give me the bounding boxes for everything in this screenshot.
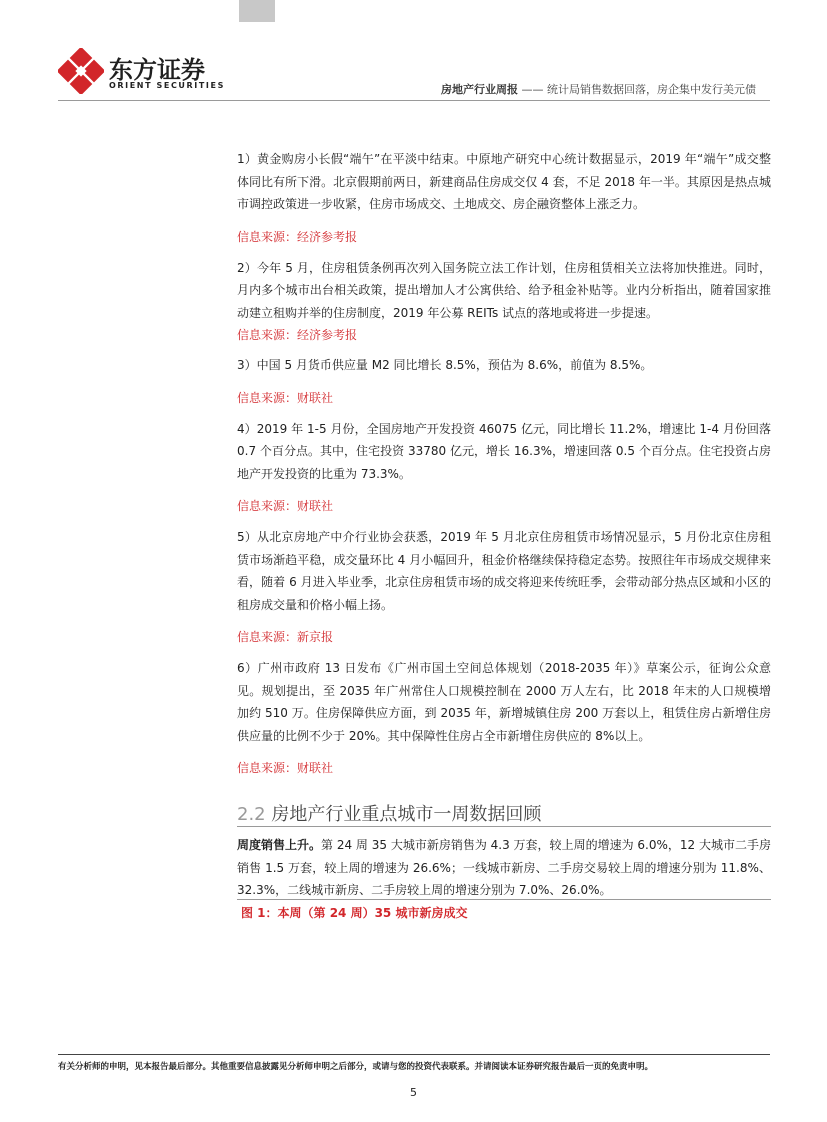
news-item-1: 1）黄金购房小长假“端午”在平淡中结束。中原地产研究中心统计数据显示，2019 年“端午”成交整体同比有所下滑。北京假期前两日，新建商品住房成交仅 4 套，不足 2018 年一半。其原因是热点城市调控政策进一步收紧，住房市场成交、土地成交、房企融资整体上涨乏力。 (237, 152, 771, 211)
news-item-3: 3）中国 5 月货币供应量 M2 同比增长 8.5%，预估为 8.6%，前值为 8.5%。 (237, 358, 653, 372)
brand-name-cn: 东方证券 (109, 56, 205, 84)
news-item-5: 5）从北京房地产中介行业协会获悉，2019 年 5 月北京住房租赁市场情况显示，5 月份北京住房租赁市场渐趋平稳，成交量环比 4 月小幅回升，租金价格继续保持稳定态势。按照往年市场成交规律来看，随着 6 月进入毕业季，北京住房租赁市场的成交将迎来传统旺季，会带动部分热点区域和小区的租房成交量和价格小幅上扬。 (237, 530, 771, 612)
weekly-summary (237, 834, 771, 902)
page-number: 5 (410, 1086, 417, 1099)
header-divider (58, 100, 770, 101)
summary-lead: 周度销售上升。 (237, 838, 322, 852)
logo-mark-icon (58, 48, 104, 94)
figure-title: 图 1：本周（第 24 周）35 城市新房成交 (241, 906, 468, 920)
header-tab-marker (239, 0, 275, 22)
report-type: 房地产行业周报 (441, 83, 518, 96)
news-source-2: 信息来源：经济参考报 (237, 328, 358, 342)
section-title (237, 800, 541, 826)
news-item-4: 4）2019 年 1-5 月份，全国房地产开发投资 46075 亿元，同比增长 11.2%，增速比 1-4 月份回落 0.7 个百分点。其中，住宅投资 33780 亿元，增长 16.3%，增速回落 0.5 个百分点。住宅投资占房地产开发投资的比重为 73.3%。 (237, 421, 771, 481)
section-divider (237, 826, 771, 827)
figure-divider (237, 899, 771, 900)
brand-logo (58, 48, 238, 96)
footer-disclaimer: 有关分析师的申明，见本报告最后部分。其他重要信息披露见分析师申明之后部分，或请与您的投资代表联系。并请阅读本证券研究报告最后一页的免责申明。 (58, 1062, 654, 1072)
news-source-5: 信息来源：新京报 (237, 630, 334, 644)
news-source-1: 信息来源：经济参考报 (237, 229, 358, 244)
running-header (441, 81, 756, 97)
brand-name-en: ORIENT SECURITIES (109, 81, 225, 90)
news-list (237, 148, 771, 779)
section-number: 2.2 (237, 804, 266, 825)
footer-divider (58, 1054, 770, 1055)
news-source-6: 信息来源：财联社 (237, 761, 334, 775)
header-separator: —— (518, 83, 547, 96)
news-source-4: 信息来源：财联社 (237, 499, 334, 513)
news-item-6: 6）广州市政府 13 日发布《广州市国土空间总体规划（2018-2035 年）》草案公示，征询公众意见。规划提出，至 2035 年广州常住人口规模控制在 2000 万人左右，比 2018 年末的人口规模增加约 510 万。住房保障供应方面，到 2035 年，新增城镇住房 200 万套以上，租赁住房占新增住房供应量的比例不少于 20%。其中保障性住房占全市新增住房供应的 8%以上。 (237, 661, 771, 743)
section-title-text: 房地产行业重点城市一周数据回顾 (271, 804, 542, 825)
news-source-3: 信息来源：财联社 (237, 390, 334, 405)
summary-text: 第 24 周 35 大城市新房销售为 4.3 万套，较上周的增速为 6.0%，12 大城市二手房销售 1.5 万套，较上周的增速为 26.6%；一线城市新房、二手房交易较上周的增速分别为 11.8%、32.3%，二线城市新房、二手房较上周的增速分别为 7.0%、26.0%。 (237, 838, 771, 897)
news-item-2: 2）今年 5 月，住房租赁条例再次列入国务院立法工作计划，住房租赁相关立法将加快推进。同时，月内多个城市出台相关政策，提出增加人才公寓供给、给予租金补贴等。业内分析指出，随着国家推动建立租购并举的住房制度，2019 年公募 REITs 试点的落地或将进一步提速。 (237, 260, 771, 320)
report-subtitle: 统计局销售数据回落，房企集中发行美元债 (547, 83, 756, 96)
